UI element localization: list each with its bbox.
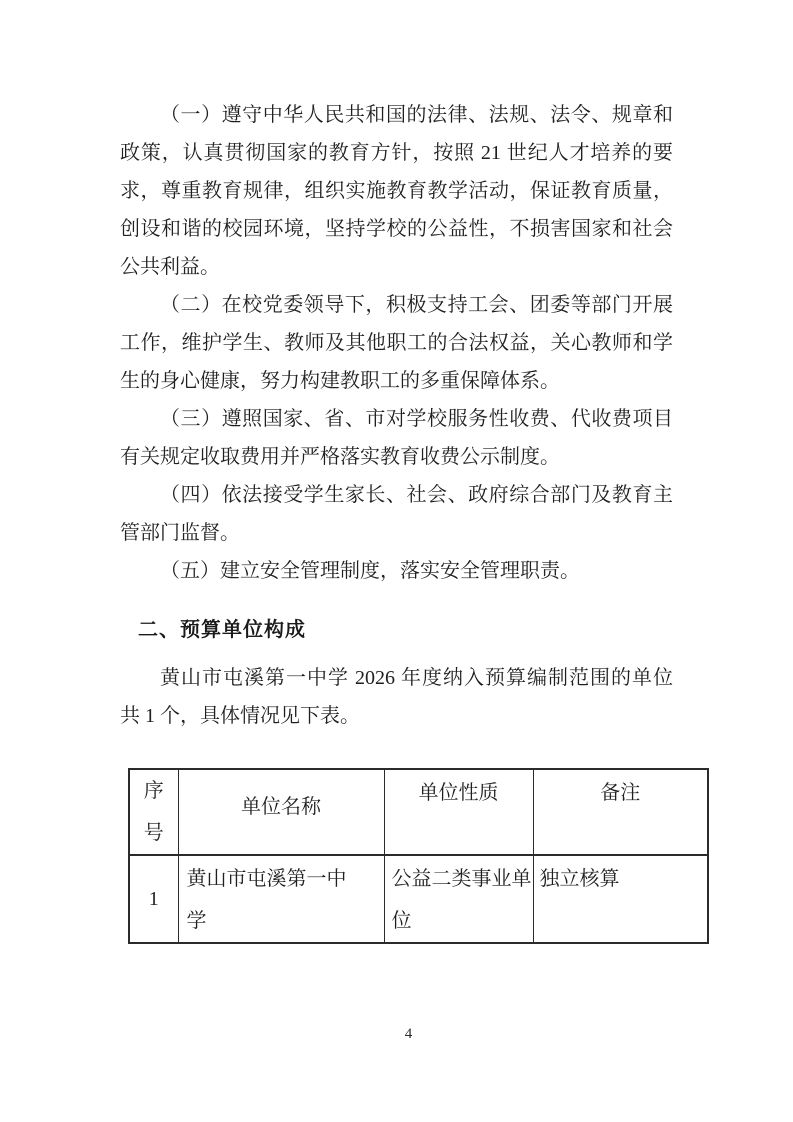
body-line: （一）遵守中华人民共和国的法律、法规、法令、规章和 xyxy=(160,104,673,126)
cell-note: 独立核算 xyxy=(533,855,708,943)
intro-paragraph xyxy=(120,659,673,735)
body-line: 黄山市屯溪第一中学 2026 年度纳入预算编制范围的单位 xyxy=(160,667,673,689)
budget-units-table xyxy=(128,768,709,944)
body-line: 工作，维护学生、教师及其他职工的合法权益，关心教师和学 xyxy=(120,332,673,354)
table-row xyxy=(129,855,708,943)
paragraph-5 xyxy=(120,552,673,590)
body-line: （四）依法接受学生家长、社会、政府综合部门及教育主 xyxy=(160,484,673,506)
header-cell-seq: 序号 xyxy=(129,769,178,855)
paragraph-4 xyxy=(120,476,673,552)
header-cell-note: 备注 xyxy=(533,769,708,855)
header-cell-name: 单位名称 xyxy=(178,769,384,855)
cell-type: 公益二类事业单位 xyxy=(384,855,533,943)
paragraph-2 xyxy=(120,286,673,400)
body-line: （二）在校党委领导下，积极支持工会、团委等部门开展 xyxy=(160,294,673,316)
body-line: 求，尊重教育规律，组织实施教育教学活动，保证教育质量， xyxy=(120,180,673,202)
page-number: 4 xyxy=(404,1026,413,1042)
header-cell-type: 单位性质 xyxy=(384,769,533,855)
body-line: 政策，认真贯彻国家的教育方针，按照 21 世纪人才培养的要 xyxy=(120,142,673,164)
body-line: 创设和谐的校园环境，坚持学校的公益性，不损害国家和社会 xyxy=(120,218,673,240)
body-line: （三）遵照国家、省、市对学校服务性收费、代收费项目 xyxy=(160,408,673,430)
section-heading: 二、预算单位构成 xyxy=(138,619,306,641)
table-header-row xyxy=(129,769,708,855)
body-line: 管部门监督。 xyxy=(120,522,240,544)
cell-seq: 1 xyxy=(129,855,178,943)
body-line: 共 1 个，具体情况见下表。 xyxy=(120,705,360,727)
paragraph-3 xyxy=(120,400,673,476)
body-line: 生的身心健康，努力构建教职工的多重保障体系。 xyxy=(120,370,560,392)
body-line: 公共利益。 xyxy=(120,256,220,278)
body-line: 有关规定收取费用并严格落实教育收费公示制度。 xyxy=(120,446,560,468)
body-text xyxy=(120,96,673,590)
paragraph-1 xyxy=(120,96,673,286)
body-line: （五）建立安全管理制度，落实安全管理职责。 xyxy=(160,560,580,582)
cell-name: 黄山市屯溪第一中学 xyxy=(178,855,384,943)
